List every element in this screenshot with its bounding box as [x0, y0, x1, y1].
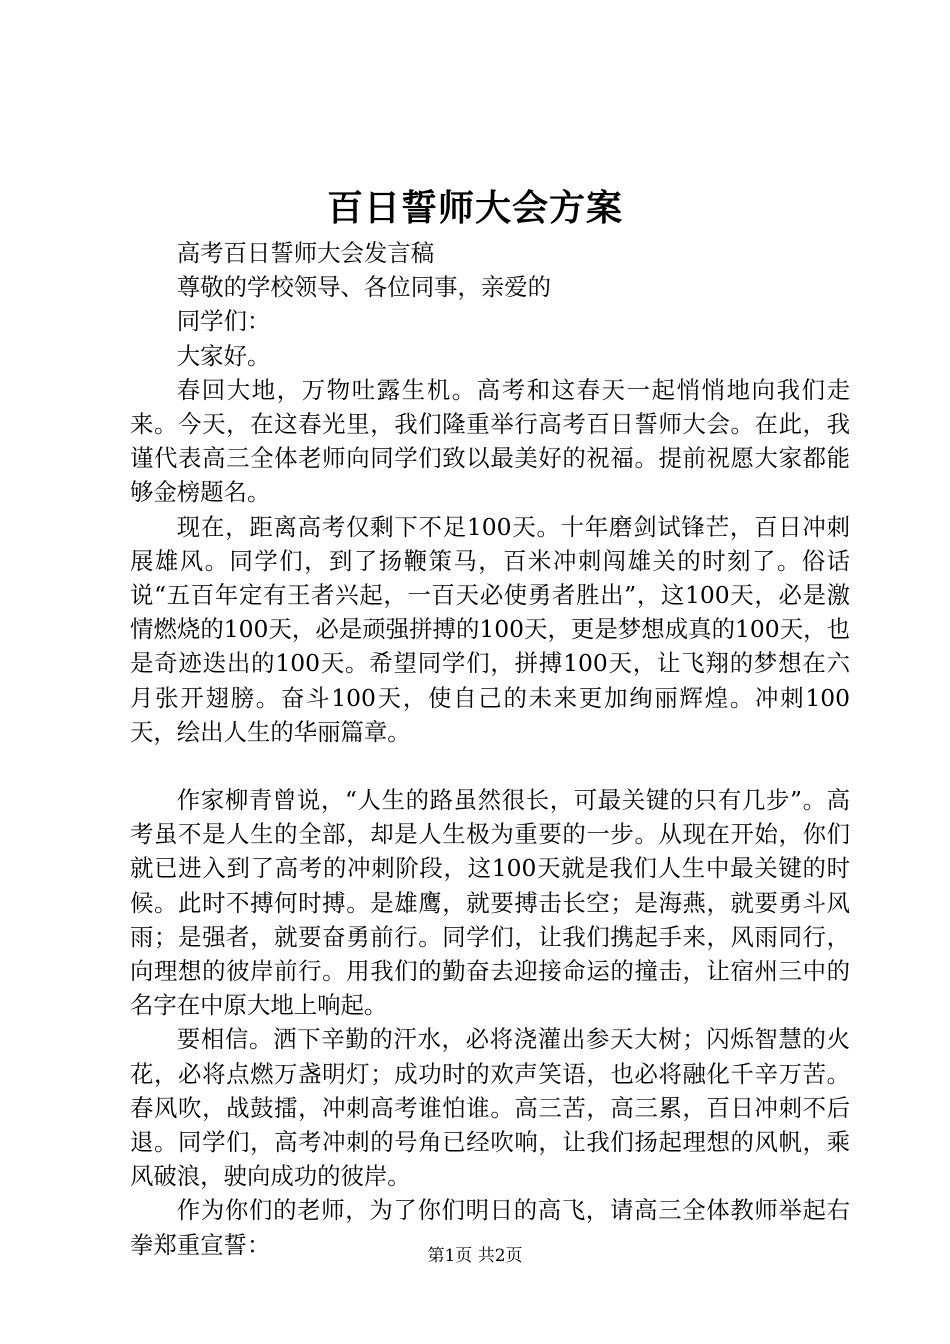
salutation-line: 尊敬的学校领导、各位同事，亲爱的: [176, 273, 552, 302]
greeting: 大家好。: [176, 341, 271, 370]
paragraph-believe: 要相信。洒下辛勤的汗水，必将浇灌出参天大树；闪烁智慧的火花，必将点燃万盏明灯；成功时的欢声笑语，也必将融化千辛万苦。春风吹，战鼓擂，冲刺高考谁怕谁。高三苦，高三累，百日冲刺不后退。同学们，高考冲刺的号角已经吹响，让我们扬起理想的风帆，乘风破浪，驶向成功的彼岸。: [130, 1025, 850, 1191]
paragraph-oath-intro: 作为你们的老师，为了你们明日的高飞，请高三全体教师举起右拳郑重宣誓：: [130, 1196, 850, 1259]
speech-heading: 高考百日誓师大会发言稿: [176, 239, 435, 267]
paragraph-liu-qing: 作家柳青曾说，“人生的路虽然很长，可最关键的只有几步”。高考虽不是人生的全部，却是人生极为重要的一步。从现在开始，你们就已进入到了高考的冲刺阶段，这100天就是我们人生中最关键的时候。此时不搏何时搏。是雄鹰，就要搏击长空；是海燕，就要勇斗风雨；是强者，就要奋勇前行。同学们，让我们携起手来，风雨同行，向理想的彼岸前行。用我们的勤奋去迎接命运的撞击，让宿州三中的名字在中原大地上响起。: [130, 786, 850, 1020]
paragraph-spacer: [130, 749, 850, 783]
page-number-footer: 第1页 共2页: [427, 1246, 523, 1266]
document-title: 百日誓师大会方案: [326, 187, 623, 229]
document-body: [130, 236, 850, 1262]
paragraph-spring: 春回大地，万物吐露生机。高考和这春天一起悄悄地向我们走来。今天，在这春光里，我们隆重举行高考百日誓师大会。在此，我谨代表高三全体老师向同学们致以最美好的祝福。提前祝愿大家都能够金榜题名。: [130, 375, 850, 507]
paragraph-100-days: 现在，距离高考仅剩下不足100天。十年磨剑试锋芒，百日冲刺展雄风。同学们，到了扬鞭策马，百米冲刺闯雄关的时刻了。俗话说“五百年定有王者兴起，一百天必使勇者胜出”，这100天，必是激情燃烧的100天，必是顽强拼搏的100天，更是梦想成真的100天，也是奇迹迭出的100天。希望同学们，拼搏100天，让飞翔的梦想在六月张开翅膀。奋斗100天，使自己的未来更加绚丽辉煌。冲刺100天，绘出人生的华丽篇章。: [130, 512, 850, 746]
salutation-continued: 同学们：: [176, 307, 271, 336]
